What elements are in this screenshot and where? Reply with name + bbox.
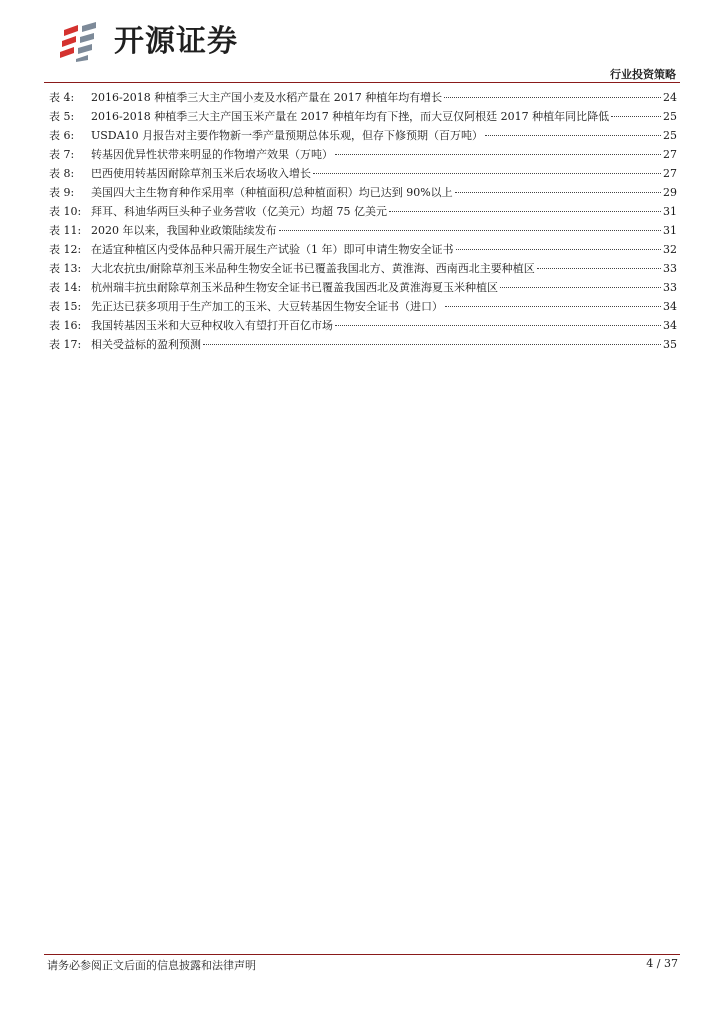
toc-entry-page[interactable]: 27 <box>663 148 677 161</box>
toc-entry-label: 表 8: <box>49 167 75 180</box>
toc-entry[interactable] <box>49 183 677 202</box>
page-header <box>0 0 724 84</box>
toc-entry-page[interactable]: 33 <box>663 262 677 275</box>
toc-entry-page[interactable]: 31 <box>663 205 677 218</box>
toc-entry-title[interactable]: 转基因优异性状带来明显的作物增产效果（万吨） <box>91 148 333 161</box>
toc-entry[interactable] <box>49 297 677 316</box>
toc-entry[interactable] <box>49 145 677 164</box>
toc-leader-dots <box>335 154 661 155</box>
toc-entry-label: 表 16: <box>49 319 82 332</box>
toc-entry-page[interactable]: 33 <box>663 281 677 294</box>
logo-wordmark: 开源证券 <box>114 24 238 59</box>
toc-entry-title[interactable]: 相关受益标的盈利预测 <box>91 338 201 351</box>
toc-entry-title[interactable]: 先正达已获多项用于生产加工的玉米、大豆转基因生物安全证书（进口） <box>91 300 443 313</box>
kaiyuan-logo-icon <box>58 22 106 62</box>
toc-entry-label: 表 4: <box>49 91 75 104</box>
toc-entry-title[interactable]: 2020 年以来，我国种业政策陆续发布 <box>91 224 277 237</box>
toc-entry-page[interactable]: 29 <box>663 186 677 199</box>
toc-entry[interactable] <box>49 240 677 259</box>
toc-entry-page[interactable]: 34 <box>663 319 677 332</box>
toc-leader-dots <box>485 135 661 136</box>
toc-leader-dots <box>335 325 661 326</box>
toc-entry-label: 表 6: <box>49 129 75 142</box>
toc-entry-label: 表 13: <box>49 262 82 275</box>
toc-entry-title[interactable]: 拜耳、科迪华两巨头种子业务营收（亿美元）均超 75 亿美元 <box>91 205 387 218</box>
toc-entry-label: 表 14: <box>49 281 82 294</box>
toc-entry-label: 表 9: <box>49 186 75 199</box>
toc-entry-label: 表 7: <box>49 148 75 161</box>
toc-leader-dots <box>445 306 661 307</box>
toc-leader-dots <box>537 268 661 269</box>
toc-entry[interactable] <box>49 107 677 126</box>
page-number: 4 / 37 <box>646 957 678 970</box>
toc-entry-title[interactable]: 大北农抗虫/耐除草剂玉米品种生物安全证书已覆盖我国北方、黄淮海、西南西北主要种植区 <box>91 262 535 275</box>
toc-entry[interactable] <box>49 259 677 278</box>
toc-entry-page[interactable]: 24 <box>663 91 677 104</box>
toc-entry-label: 表 17: <box>49 338 82 351</box>
toc-leader-dots <box>444 97 661 98</box>
toc-entry[interactable] <box>49 126 677 145</box>
toc-entry-page[interactable]: 25 <box>663 129 677 142</box>
toc-entry-page[interactable]: 31 <box>663 224 677 237</box>
toc-leader-dots <box>455 192 661 193</box>
toc-entry-page[interactable]: 34 <box>663 300 677 313</box>
toc-leader-dots <box>203 344 661 345</box>
toc-entry-page[interactable]: 32 <box>663 243 677 256</box>
toc-entry-label: 表 15: <box>49 300 82 313</box>
toc-entry-label: 表 10: <box>49 205 82 218</box>
toc-entry-label: 表 12: <box>49 243 82 256</box>
toc-entry-title[interactable]: 我国转基因玉米和大豆种权收入有望打开百亿市场 <box>91 319 333 332</box>
toc-entry[interactable] <box>49 316 677 335</box>
toc-entry-page[interactable]: 27 <box>663 167 677 180</box>
disclaimer-note: 请务必参阅正文后面的信息披露和法律声明 <box>47 959 256 972</box>
brand-logo <box>58 22 238 62</box>
toc-entry-page[interactable]: 25 <box>663 110 677 123</box>
toc-leader-dots <box>611 116 661 117</box>
toc-leader-dots <box>456 249 662 250</box>
footer-divider <box>44 954 680 955</box>
toc-entry-title[interactable]: 巴西使用转基因耐除草剂玉米后农场收入增长 <box>91 167 311 180</box>
report-category-label: 行业投资策略 <box>610 68 676 81</box>
toc-entry[interactable] <box>49 335 677 354</box>
toc-entry-page[interactable]: 35 <box>663 338 677 351</box>
toc-entry-title[interactable]: 杭州瑞丰抗虫耐除草剂玉米品种生物安全证书已覆盖我国西北及黄淮海夏玉米种植区 <box>91 281 498 294</box>
toc-leader-dots <box>500 287 661 288</box>
toc-leader-dots <box>389 211 661 212</box>
toc-entry-title[interactable]: 2016-2018 种植季三大主产国小麦及水稻产量在 2017 种植年均有增长 <box>91 91 443 104</box>
toc-entry-title[interactable]: 2016-2018 种植季三大主产国玉米产量在 2017 种植年均有下挫，而大豆仅阿根廷 2017 种植年同比降低 <box>91 110 610 123</box>
toc-entry[interactable] <box>49 202 677 221</box>
toc-leader-dots <box>313 173 661 174</box>
toc-entry[interactable] <box>49 278 677 297</box>
toc-entry-label: 表 11: <box>49 224 82 237</box>
header-divider <box>44 82 680 83</box>
toc-entry-title[interactable]: USDA10 月报告对主要作物新一季产量预期总体乐观，但存下修预期（百万吨） <box>91 129 484 142</box>
toc-entry-title[interactable]: 美国四大主生物育种作采用率（种植面积/总种植面积）均已达到 90%以上 <box>91 186 453 199</box>
toc-entry-title[interactable]: 在适宜种植区内受体品种只需开展生产试验（1 年）即可申请生物安全证书 <box>91 243 454 256</box>
toc-entry[interactable] <box>49 88 677 107</box>
toc-entry-label: 表 5: <box>49 110 75 123</box>
toc-leader-dots <box>279 230 662 231</box>
table-of-tables <box>49 88 677 354</box>
toc-entry[interactable] <box>49 221 677 240</box>
toc-entry[interactable] <box>49 164 677 183</box>
